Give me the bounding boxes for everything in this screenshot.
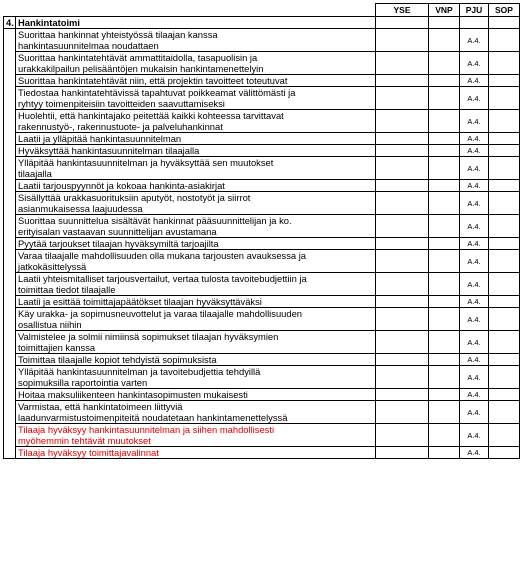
cell-vnp <box>429 401 460 424</box>
cell-vnp <box>429 157 460 180</box>
cell-vnp <box>429 354 460 366</box>
column-header-vnp: VNP <box>429 4 460 17</box>
task-number-cell <box>4 215 16 238</box>
task-description <box>16 447 376 459</box>
cell-pju: A.4. <box>460 273 489 296</box>
task-row <box>4 308 520 331</box>
task-row <box>4 401 520 424</box>
cell-yse <box>376 424 429 447</box>
task-number-cell <box>4 331 16 354</box>
cell-sop <box>489 52 520 75</box>
cell-yse <box>376 180 429 192</box>
cell-vnp <box>429 238 460 250</box>
cell-sop <box>489 308 520 331</box>
cell-vnp <box>429 308 460 331</box>
task-description-line: asianmukaisessa laajuudessa <box>18 203 143 214</box>
cell-vnp <box>429 75 460 87</box>
task-description-line: urakkakilpailun pelisääntöjen mukaisin hankintamenettelyin <box>18 63 264 74</box>
header-blank-description <box>16 4 376 17</box>
cell-pju: A.4. <box>460 296 489 308</box>
task-row <box>4 366 520 389</box>
cell-pju: A.4. <box>460 133 489 145</box>
task-number-cell <box>4 401 16 424</box>
task-description-line: Tilaaja hyväksyy toimittajavalinnat <box>18 447 159 458</box>
task-description-line: Hyväksyttää hankintasuunnitelman tilaajalla <box>18 145 200 156</box>
cell-sop <box>489 250 520 273</box>
task-table-body <box>4 4 520 459</box>
cell-yse <box>376 192 429 215</box>
task-description-line: Tiedostaa hankintatehtävissä tapahtuvat poikkeamat välittömästi ja <box>18 87 296 98</box>
cell-pju: A.4. <box>460 447 489 459</box>
task-description-line: Toimittaa tilaajalle kopiot tehdyistä sopimuksista <box>18 354 217 365</box>
cell-sop <box>489 354 520 366</box>
task-number-cell <box>4 192 16 215</box>
task-row <box>4 273 520 296</box>
column-header-sop: SOP <box>489 4 520 17</box>
task-description-line: Valmistelee ja solmii nimiinsä sopimukset tilaajan hyväksymien <box>18 331 279 342</box>
task-description <box>16 145 376 157</box>
task-description-line: Huolehtii, että hankintajako peitettää kaikki kohteessa tarvittavat <box>18 110 284 121</box>
task-description-line: Pyytää tarjoukset tilaajan hyväksymiltä tarjoajilta <box>18 238 219 249</box>
task-description-line: Suorittaa hankintatehtävät niin, että projektin tavoitteet toteutuvat <box>18 75 288 86</box>
cell-vnp <box>429 250 460 273</box>
task-description <box>16 87 376 110</box>
task-description <box>16 354 376 366</box>
cell-pju: A.4. <box>460 250 489 273</box>
cell-vnp <box>429 296 460 308</box>
task-row <box>4 215 520 238</box>
task-description-line: Laatii ja esittää toimittajapäätökset tilaajan hyväksyttäväksi <box>18 296 262 307</box>
task-number-cell <box>4 133 16 145</box>
task-row <box>4 354 520 366</box>
task-description-line: Sisällyttää urakkasuorituksiin aputyöt, nostotyöt ja siirrot <box>18 192 251 203</box>
task-number-cell <box>4 273 16 296</box>
cell-yse <box>376 354 429 366</box>
task-row <box>4 192 520 215</box>
task-number-cell <box>4 250 16 273</box>
cell-vnp <box>429 29 460 52</box>
cell-yse <box>376 133 429 145</box>
cell-vnp <box>429 52 460 75</box>
cell-sop <box>489 180 520 192</box>
cell-sop <box>489 296 520 308</box>
task-number-cell <box>4 110 16 133</box>
cell-sop <box>489 389 520 401</box>
task-description <box>16 52 376 75</box>
task-number-cell <box>4 145 16 157</box>
task-row <box>4 133 520 145</box>
task-description-line: erityisalan vastaavan suunnittelijan avustamana <box>18 226 217 237</box>
task-number-cell <box>4 389 16 401</box>
cell-pju: A.4. <box>460 366 489 389</box>
task-description-line: myöhemmin tehtävät muutokset <box>18 435 151 446</box>
cell-vnp <box>429 331 460 354</box>
cell-vnp <box>429 145 460 157</box>
cell-yse <box>376 366 429 389</box>
task-description <box>16 250 376 273</box>
cell-sop <box>489 366 520 389</box>
task-description-line: rakennustyö-, rakennustuote- ja palveluhankinnat <box>18 121 223 132</box>
cell-pju: A.4. <box>460 180 489 192</box>
task-description <box>16 366 376 389</box>
cell-pju: A.4. <box>460 238 489 250</box>
task-number-cell <box>4 296 16 308</box>
task-description-line: laadunvarmistustoimenpiteitä noudatetaan hankintamenettelyssä <box>18 412 288 423</box>
cell-vnp <box>429 273 460 296</box>
task-description-line: jatkokäsittelyssä <box>18 261 87 272</box>
task-row <box>4 424 520 447</box>
cell-pju: A.4. <box>460 401 489 424</box>
cell-yse <box>376 29 429 52</box>
cell-sop <box>489 75 520 87</box>
cell-yse <box>376 296 429 308</box>
cell-yse <box>376 238 429 250</box>
cell-vnp <box>429 180 460 192</box>
task-description <box>16 192 376 215</box>
task-number-cell <box>4 75 16 87</box>
section-number: 4. <box>4 17 16 29</box>
task-row <box>4 52 520 75</box>
cell-sop <box>489 273 520 296</box>
cell-pju: A.4. <box>460 215 489 238</box>
task-description <box>16 157 376 180</box>
task-description-line: tilaajalla <box>18 168 52 179</box>
header-row <box>4 4 520 17</box>
task-description-line: Hoitaa maksuliikenteen hankintasopimusten mukaisesti <box>18 389 248 400</box>
task-description <box>16 180 376 192</box>
task-row <box>4 331 520 354</box>
cell-yse <box>376 17 429 29</box>
task-description <box>16 215 376 238</box>
cell-pju: A.4. <box>460 157 489 180</box>
task-description-line: Tilaaja hyväksyy hankintasuunnitelman ja siihen mahdollisesti <box>18 424 275 435</box>
cell-yse <box>376 157 429 180</box>
cell-vnp <box>429 215 460 238</box>
cell-sop <box>489 87 520 110</box>
cell-yse <box>376 308 429 331</box>
header-blank-number <box>4 4 16 17</box>
task-description <box>16 308 376 331</box>
task-description-line: Laatii yhteismitalliset tarjousvertailut, vertaa tulosta tavoitebudjettiin ja <box>18 273 307 284</box>
task-description <box>16 331 376 354</box>
cell-vnp <box>429 133 460 145</box>
cell-sop <box>489 29 520 52</box>
cell-sop <box>489 157 520 180</box>
cell-pju: A.4. <box>460 87 489 110</box>
task-number-cell <box>4 308 16 331</box>
cell-vnp <box>429 87 460 110</box>
task-description <box>16 29 376 52</box>
task-row <box>4 180 520 192</box>
task-number-cell <box>4 238 16 250</box>
task-description <box>16 110 376 133</box>
cell-yse <box>376 52 429 75</box>
task-description-line: osallistua niihin <box>18 319 82 330</box>
cell-yse <box>376 389 429 401</box>
cell-pju: A.4. <box>460 75 489 87</box>
column-header-pju: PJU <box>460 4 489 17</box>
task-description-line: hankintasuunnitelmaa noudattaen <box>18 40 159 51</box>
task-description <box>16 296 376 308</box>
cell-pju: A.4. <box>460 331 489 354</box>
task-row <box>4 75 520 87</box>
task-description <box>16 238 376 250</box>
task-description-line: Laatii tarjouspyynnöt ja kokoaa hankinta-asiakirjat <box>18 180 225 191</box>
cell-yse <box>376 87 429 110</box>
task-description-line: toimittajien kanssa <box>18 342 96 353</box>
cell-pju: A.4. <box>460 308 489 331</box>
task-description <box>16 401 376 424</box>
cell-pju: A.4. <box>460 145 489 157</box>
cell-sop <box>489 401 520 424</box>
task-row <box>4 145 520 157</box>
task-description-line: Varmistaa, että hankintatoimeen liittyviä <box>18 401 183 412</box>
task-row <box>4 29 520 52</box>
task-description-line: Suorittaa hankinnat yhteistyössä tilaajan kanssa <box>18 29 218 40</box>
cell-yse <box>376 273 429 296</box>
task-row <box>4 238 520 250</box>
cell-vnp <box>429 424 460 447</box>
cell-vnp <box>429 366 460 389</box>
cell-sop <box>489 215 520 238</box>
task-description-line: Ylläpitää hankintasuunnitelman ja tavoitebudjettia tehdyillä <box>18 366 261 377</box>
task-number-cell <box>4 157 16 180</box>
cell-yse <box>376 75 429 87</box>
task-description <box>16 424 376 447</box>
task-row <box>4 87 520 110</box>
cell-sop <box>489 192 520 215</box>
task-row <box>4 250 520 273</box>
cell-sop <box>489 331 520 354</box>
task-description-line: ryhtyy toimenpiteisiin tavoitteiden saavuttamiseksi <box>18 98 225 109</box>
cell-sop <box>489 447 520 459</box>
task-description <box>16 133 376 145</box>
cell-yse <box>376 250 429 273</box>
task-description-line: sopimuksilla raportointia varten <box>18 377 148 388</box>
task-description-line: Suorittaa suunnittelua sisältävät hankinnat pääsuunnittelijan ja ko. <box>18 215 292 226</box>
task-description-line: Laatii ja ylläpitää hankintasuunnitelman <box>18 133 182 144</box>
cell-sop <box>489 424 520 447</box>
cell-sop <box>489 145 520 157</box>
task-row <box>4 296 520 308</box>
task-number-cell <box>4 366 16 389</box>
task-description-line: Varaa tilaajalle mahdollisuuden olla mukana tarjousten avauksessa ja <box>18 250 307 261</box>
task-row <box>4 110 520 133</box>
cell-yse <box>376 331 429 354</box>
task-number-cell <box>4 29 16 52</box>
cell-vnp <box>429 17 460 29</box>
section-title: Hankintatoimi <box>16 17 376 29</box>
cell-yse <box>376 447 429 459</box>
task-number-cell <box>4 52 16 75</box>
task-number-cell <box>4 354 16 366</box>
task-description-line: Käy urakka- ja sopimusneuvottelut ja varaa tilaajalle mahdollisuuden <box>18 308 303 319</box>
task-description-line: toimittaa tiedot tilaajalle <box>18 284 116 295</box>
column-header-yse: YSE <box>376 4 429 17</box>
task-number-cell <box>4 87 16 110</box>
cell-sop <box>489 110 520 133</box>
cell-sop <box>489 17 520 29</box>
cell-pju: A.4. <box>460 29 489 52</box>
task-number-cell <box>4 424 16 447</box>
cell-pju: A.4. <box>460 192 489 215</box>
cell-yse <box>376 401 429 424</box>
task-description-line: Ylläpitää hankintasuunnitelman ja hyväksyttää sen muutokset <box>18 157 274 168</box>
cell-yse <box>376 215 429 238</box>
task-description <box>16 273 376 296</box>
cell-pju: A.4. <box>460 354 489 366</box>
cell-vnp <box>429 192 460 215</box>
task-description <box>16 75 376 87</box>
cell-vnp <box>429 110 460 133</box>
task-description-line: Suorittaa hankintatehtävät ammattitaidolla, tasapuolisin ja <box>18 52 258 63</box>
cell-yse <box>376 110 429 133</box>
cell-pju: A.4. <box>460 110 489 133</box>
cell-pju: A.4. <box>460 52 489 75</box>
task-number-cell <box>4 180 16 192</box>
cell-vnp <box>429 447 460 459</box>
section-row <box>4 17 520 29</box>
cell-yse <box>376 145 429 157</box>
task-table <box>3 3 520 459</box>
cell-pju <box>460 17 489 29</box>
task-row <box>4 389 520 401</box>
task-row <box>4 157 520 180</box>
task-description <box>16 389 376 401</box>
cell-vnp <box>429 389 460 401</box>
task-row <box>4 447 520 459</box>
task-number-cell <box>4 447 16 459</box>
cell-sop <box>489 133 520 145</box>
cell-pju: A.4. <box>460 424 489 447</box>
cell-sop <box>489 238 520 250</box>
cell-pju: A.4. <box>460 389 489 401</box>
